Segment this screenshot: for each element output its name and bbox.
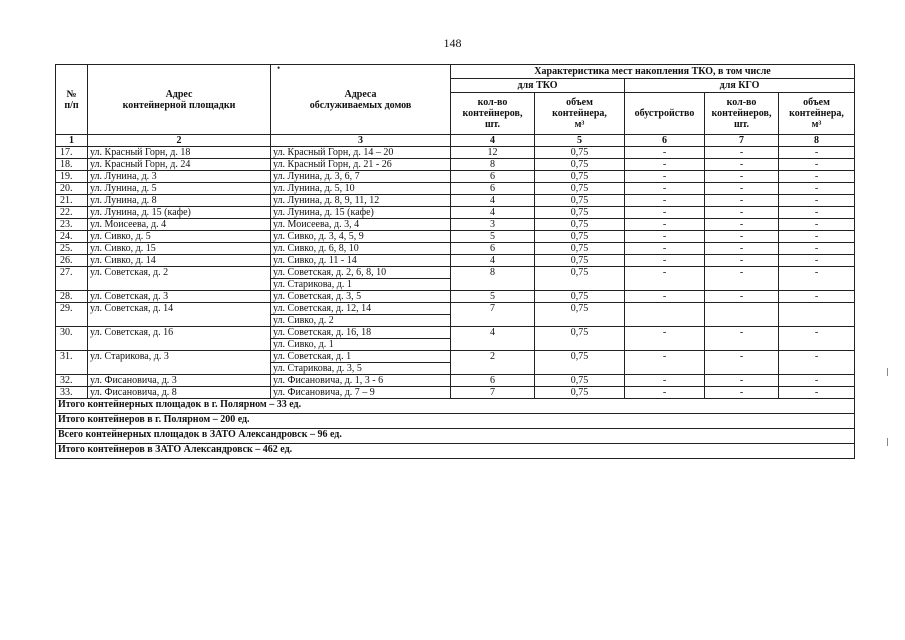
kgo-container-count: - [705, 267, 779, 291]
tko-container-count: 4 [451, 195, 535, 207]
tko-container-volume: 0,75 [535, 255, 625, 267]
margin-tick [887, 438, 888, 446]
header-address: Адрес контейнерной площадки [88, 65, 271, 135]
tko-container-count: 7 [451, 303, 535, 327]
kgo-container-count: - [705, 171, 779, 183]
total-text: Всего контейнерных площадок в ЗАТО Александровск – 96 ед. [56, 429, 855, 444]
tko-container-volume: 0,75 [535, 327, 625, 351]
row-number: 22. [56, 207, 88, 219]
table-row [56, 171, 855, 183]
total-text: Итого контейнерных площадок в г. Полярном – 33 ед. [56, 399, 855, 414]
tko-container-count: 8 [451, 159, 535, 171]
kgo-container-volume: - [779, 351, 855, 375]
container-address: ул. Советская, д. 14 [88, 303, 271, 327]
served-address: ул. Фисановича, д. 1, 3 - 6 [271, 375, 451, 387]
row-number: 28. [56, 291, 88, 303]
kgo-container-count: - [705, 351, 779, 375]
table-row [56, 303, 855, 315]
served-address: ул. Сивко, д. 2 [271, 315, 451, 327]
served-address: ул. Сивко, д. 6, 8, 10 [271, 243, 451, 255]
col-index: 5 [535, 135, 625, 147]
container-address: ул. Советская, д. 3 [88, 291, 271, 303]
tko-container-count: 4 [451, 207, 535, 219]
table-row [56, 183, 855, 195]
table-body [56, 147, 855, 399]
tko-container-volume: 0,75 [535, 303, 625, 327]
kgo-container-count [705, 303, 779, 327]
col-index: 1 [56, 135, 88, 147]
col-index: 3 [271, 135, 451, 147]
kgo-setup: - [625, 351, 705, 375]
kgo-setup: - [625, 243, 705, 255]
kgo-container-count: - [705, 183, 779, 195]
row-number: 23. [56, 219, 88, 231]
kgo-container-count: - [705, 219, 779, 231]
tko-container-volume: 0,75 [535, 195, 625, 207]
tko-container-count: 2 [451, 351, 535, 375]
container-address: ул. Красный Горн, д. 18 [88, 147, 271, 159]
served-address: ул. Моисеева, д. 3, 4 [271, 219, 451, 231]
row-number: 19. [56, 171, 88, 183]
served-address: ул. Советская, д. 3, 5 [271, 291, 451, 303]
row-number: 31. [56, 351, 88, 375]
tko-container-count: 4 [451, 255, 535, 267]
row-number: 24. [56, 231, 88, 243]
kgo-setup: - [625, 291, 705, 303]
container-address: ул. Сивко, д. 14 [88, 255, 271, 267]
total-text: Итого контейнеров в г. Полярном – 200 ед. [56, 414, 855, 429]
table-row [56, 207, 855, 219]
table-row [56, 351, 855, 363]
row-number: 32. [56, 375, 88, 387]
container-address: ул. Сивко, д. 15 [88, 243, 271, 255]
kgo-container-count: - [705, 291, 779, 303]
table-row [56, 195, 855, 207]
kgo-container-volume: - [779, 327, 855, 351]
kgo-container-volume: - [779, 387, 855, 399]
page-number: 148 [443, 36, 462, 50]
served-address: ул. Красный Горн, д. 14 – 20 [271, 147, 451, 159]
container-address: ул. Сивко, д. 5 [88, 231, 271, 243]
row-number: 17. [56, 147, 88, 159]
total-row [56, 399, 855, 414]
row-number: 26. [56, 255, 88, 267]
table-row [56, 147, 855, 159]
tko-container-volume: 0,75 [535, 351, 625, 375]
served-address: ул. Советская, д. 2, 6, 8, 10 [271, 267, 451, 279]
col-index: 6 [625, 135, 705, 147]
table-row [56, 375, 855, 387]
tko-container-volume: 0,75 [535, 171, 625, 183]
served-address: ул. Красный Горн, д. 21 - 26 [271, 159, 451, 171]
served-address: ул. Лунина, д. 5, 10 [271, 183, 451, 195]
tko-container-volume: 0,75 [535, 159, 625, 171]
tko-container-count: 5 [451, 231, 535, 243]
table-row [56, 219, 855, 231]
served-address: ул. Старикова, д. 3, 5 [271, 363, 451, 375]
register-table [55, 64, 855, 459]
tko-container-count: 12 [451, 147, 535, 159]
header-cnt-kgo: кол-во контейнеров, шт. [705, 93, 779, 135]
kgo-container-volume: - [779, 255, 855, 267]
tko-container-volume: 0,75 [535, 243, 625, 255]
kgo-setup: - [625, 195, 705, 207]
row-number: 20. [56, 183, 88, 195]
kgo-container-volume: - [779, 207, 855, 219]
kgo-setup: - [625, 375, 705, 387]
scan-mark: • [277, 63, 281, 73]
container-address: ул. Советская, д. 2 [88, 267, 271, 291]
kgo-container-volume: - [779, 171, 855, 183]
served-address: ул. Сивко, д. 11 - 14 [271, 255, 451, 267]
kgo-setup [625, 303, 705, 327]
served-address: ул. Лунина, д. 3, 6, 7 [271, 171, 451, 183]
kgo-container-volume: - [779, 195, 855, 207]
served-address: ул. Лунина, д. 8, 9, 11, 12 [271, 195, 451, 207]
table-row [56, 159, 855, 171]
container-address: ул. Моисеева, д. 4 [88, 219, 271, 231]
tko-container-count: 7 [451, 387, 535, 399]
tko-container-count: 3 [451, 219, 535, 231]
tko-container-count: 4 [451, 327, 535, 351]
col-index: 2 [88, 135, 271, 147]
tko-container-volume: 0,75 [535, 207, 625, 219]
served-address: ул. Старикова, д. 1 [271, 279, 451, 291]
header-tko: для ТКО [451, 79, 625, 93]
total-row [56, 429, 855, 444]
container-address: ул. Фисановича, д. 3 [88, 375, 271, 387]
kgo-container-volume: - [779, 159, 855, 171]
kgo-setup: - [625, 267, 705, 291]
row-number: 18. [56, 159, 88, 171]
kgo-container-count: - [705, 195, 779, 207]
kgo-container-count: - [705, 147, 779, 159]
tko-container-count: 6 [451, 375, 535, 387]
served-address: ул. Фисановича, д. 7 – 9 [271, 387, 451, 399]
kgo-container-volume: - [779, 147, 855, 159]
kgo-container-count: - [705, 375, 779, 387]
header-served: Адреса обслуживаемых домов [271, 65, 451, 135]
header-characteristics: Характеристика мест накопления ТКО, в том числе [451, 65, 855, 79]
container-address: ул. Лунина, д. 5 [88, 183, 271, 195]
col-index: 4 [451, 135, 535, 147]
row-number: 29. [56, 303, 88, 327]
total-row [56, 414, 855, 429]
tko-container-volume: 0,75 [535, 231, 625, 243]
kgo-container-volume: - [779, 267, 855, 291]
table-row [56, 291, 855, 303]
container-address: ул. Лунина, д. 3 [88, 171, 271, 183]
header-num: № п/п [56, 65, 88, 135]
kgo-container-volume [779, 303, 855, 327]
kgo-container-volume: - [779, 231, 855, 243]
tko-container-count: 6 [451, 171, 535, 183]
kgo-container-count: - [705, 327, 779, 351]
served-address: ул. Советская, д. 16, 18 [271, 327, 451, 339]
table-row [56, 243, 855, 255]
table-row [56, 231, 855, 243]
kgo-setup: - [625, 255, 705, 267]
table-row [56, 255, 855, 267]
container-address: ул. Красный Горн, д. 24 [88, 159, 271, 171]
kgo-setup: - [625, 207, 705, 219]
total-row [56, 444, 855, 459]
header-setup: обустройство [625, 93, 705, 135]
kgo-container-count: - [705, 255, 779, 267]
tko-container-volume: 0,75 [535, 267, 625, 291]
container-address: ул. Старикова, д. 3 [88, 351, 271, 375]
served-address: ул. Сивко, д. 3, 4, 5, 9 [271, 231, 451, 243]
row-number: 25. [56, 243, 88, 255]
totals [56, 399, 855, 459]
table-row [56, 387, 855, 399]
col-index: 8 [779, 135, 855, 147]
tko-container-count: 8 [451, 267, 535, 291]
kgo-setup: - [625, 183, 705, 195]
tko-container-volume: 0,75 [535, 291, 625, 303]
kgo-container-volume: - [779, 219, 855, 231]
kgo-setup: - [625, 387, 705, 399]
kgo-container-count: - [705, 207, 779, 219]
row-number: 21. [56, 195, 88, 207]
kgo-setup: - [625, 231, 705, 243]
served-address: ул. Лунина, д. 15 (кафе) [271, 207, 451, 219]
header-vol-kgo: объем контейнера, м³ [779, 93, 855, 135]
table-header [56, 65, 855, 147]
container-address: ул. Фисановича, д. 8 [88, 387, 271, 399]
tko-container-count: 6 [451, 243, 535, 255]
kgo-container-volume: - [779, 291, 855, 303]
kgo-setup: - [625, 327, 705, 351]
row-number: 30. [56, 327, 88, 351]
header-cnt-tko: кол-во контейнеров, шт. [451, 93, 535, 135]
container-address: ул. Лунина, д. 15 (кафе) [88, 207, 271, 219]
served-address: ул. Сивко, д. 1 [271, 339, 451, 351]
col-index: 7 [705, 135, 779, 147]
margin-tick [887, 368, 888, 376]
row-number: 27. [56, 267, 88, 291]
kgo-container-volume: - [779, 375, 855, 387]
served-address: ул. Советская, д. 12, 14 [271, 303, 451, 315]
served-address: ул. Советская, д. 1 [271, 351, 451, 363]
container-address: ул. Советская, д. 16 [88, 327, 271, 351]
kgo-container-count: - [705, 159, 779, 171]
kgo-setup: - [625, 219, 705, 231]
kgo-container-volume: - [779, 243, 855, 255]
table-row [56, 327, 855, 339]
tko-container-volume: 0,75 [535, 147, 625, 159]
kgo-setup: - [625, 159, 705, 171]
kgo-container-count: - [705, 243, 779, 255]
table-row [56, 267, 855, 279]
tko-container-count: 5 [451, 291, 535, 303]
row-number: 33. [56, 387, 88, 399]
container-address: ул. Лунина, д. 8 [88, 195, 271, 207]
tko-container-count: 6 [451, 183, 535, 195]
header-kgo: для КГО [625, 79, 855, 93]
kgo-container-volume: - [779, 183, 855, 195]
kgo-setup: - [625, 171, 705, 183]
tko-container-volume: 0,75 [535, 219, 625, 231]
tko-container-volume: 0,75 [535, 387, 625, 399]
kgo-container-count: - [705, 387, 779, 399]
kgo-container-count: - [705, 231, 779, 243]
tko-container-volume: 0,75 [535, 375, 625, 387]
header-vol-tko: объем контейнера, м³ [535, 93, 625, 135]
column-index-row [56, 135, 855, 147]
total-text: Итого контейнеров в ЗАТО Александровск – 462 ед. [56, 444, 855, 459]
kgo-setup: - [625, 147, 705, 159]
tko-container-volume: 0,75 [535, 183, 625, 195]
